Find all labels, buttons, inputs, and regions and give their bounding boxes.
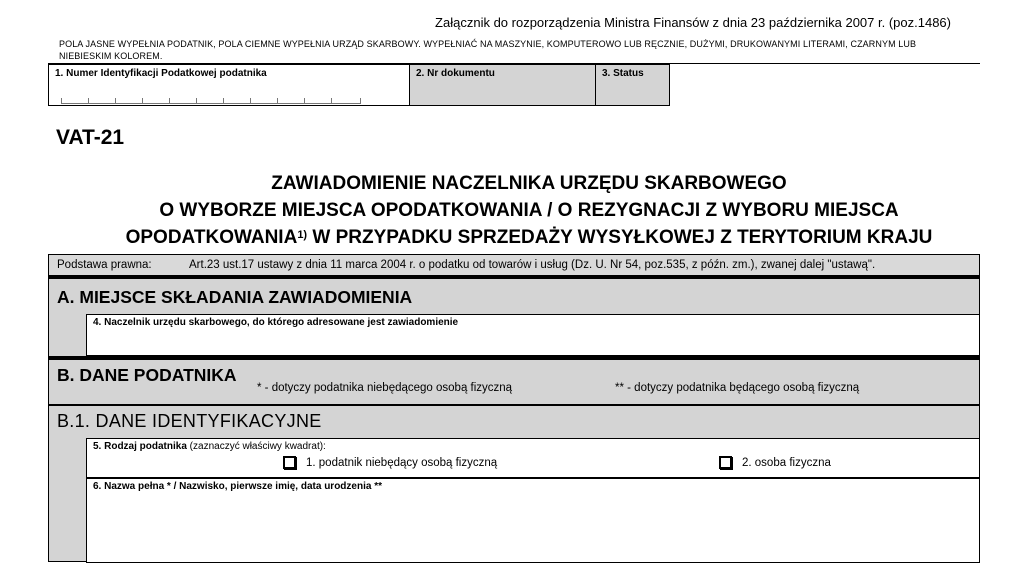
form-title <box>40 170 1018 251</box>
title-line-1: ZAWIADOMIENIE NACZELNIKA URZĘDU SKARBOWEGO <box>271 173 787 194</box>
note-non-natural-person: * - dotyczy podatnika niebędącego osobą fizyczną <box>257 382 513 394</box>
footnote-ref: 1) <box>297 229 308 241</box>
title-line-3a: OPODATKOWANIA <box>125 227 298 248</box>
tax-office-label: 4. Naczelnik urzędu skarbowego, do którego adresowane jest zawiadomienie <box>93 317 459 328</box>
section-a-title: A. MIEJSCE SKŁADANIA ZAWIADOMIENIA <box>57 287 413 307</box>
form-code: VAT-21 <box>56 126 125 149</box>
section-a-top-rule <box>49 277 979 279</box>
note-natural-person: ** - dotyczy podatnika będącego osobą fizyczną <box>615 382 860 394</box>
title-line-3 <box>40 224 1018 251</box>
legal-basis <box>48 254 980 276</box>
full-name-field[interactable] <box>86 478 980 563</box>
status-label: 3. Status <box>602 68 644 79</box>
nip-field[interactable] <box>48 64 410 106</box>
document-number-field <box>409 64 596 106</box>
tax-office-field[interactable] <box>86 314 980 356</box>
document-number-label: 2. Nr dokumentu <box>416 68 495 79</box>
option-non-natural-person-label: 1. podatnik niebędący osobą fizyczną <box>306 456 498 469</box>
option-natural-person-label: 2. osoba fizyczna <box>742 456 831 469</box>
checkbox-non-natural-person[interactable] <box>283 456 296 469</box>
taxpayer-type-field <box>86 438 980 478</box>
nip-digit-ticks <box>61 98 361 104</box>
title-line-2: O WYBORZE MIEJSCA OPODATKOWANIA / O REZYGNACJI Z WYBORU MIEJSCA <box>159 200 899 221</box>
nip-label: 1. Numer Identyfikacji Podatkowej podatnika <box>55 68 267 79</box>
annex-reference: Załącznik do rozporządzenia Ministra Finansów z dnia 23 października 2007 r. (poz.1486) <box>435 15 951 30</box>
section-b1-title: B.1. DANE IDENTYFIKACYJNE <box>57 411 322 431</box>
legal-basis-text: Art.23 ust.17 ustawy z dnia 11 marca 2004 r. o podatku od towarów i usług (Dz. U. Nr 54, poz.535, z późn. zm.), zwanej dalej "ustawą". <box>189 259 876 271</box>
legal-basis-label: Podstawa prawna: <box>57 259 152 271</box>
section-b1 <box>48 405 980 562</box>
checkbox-natural-person[interactable] <box>719 456 732 469</box>
option-natural-person[interactable] <box>719 456 831 469</box>
section-b-title: B. DANE PODATNIKA <box>57 365 237 385</box>
section-b <box>48 357 980 405</box>
section-b-top-rule <box>49 358 979 360</box>
taxpayer-type-label: 5. Rodzaj podatnika (zaznaczyć właściwy kwadrat): <box>93 441 326 452</box>
fill-instructions: POLA JASNE WYPEŁNIA PODATNIK, POLA CIEMNE WYPEŁNIA URZĄD SKARBOWY. WYPEŁNIAĆ NA MASZYNIE, KOMPUTEROWO LUB RĘCZNIE, DUŻYMI, DRUKOWANYMI LITERAMI, CZARNYM LUB NIEBIESKIM KOLOREM. <box>59 39 917 61</box>
option-non-natural-person[interactable] <box>283 456 497 469</box>
status-field <box>595 64 670 106</box>
title-line-3b: W PRZYPADKU SPRZEDAŻY WYSYŁKOWEJ Z TERYTORIUM KRAJU <box>307 227 933 248</box>
section-a <box>48 276 980 357</box>
full-name-label: 6. Nazwa pełna * / Nazwisko, pierwsze imię, data urodzenia ** <box>93 481 382 492</box>
